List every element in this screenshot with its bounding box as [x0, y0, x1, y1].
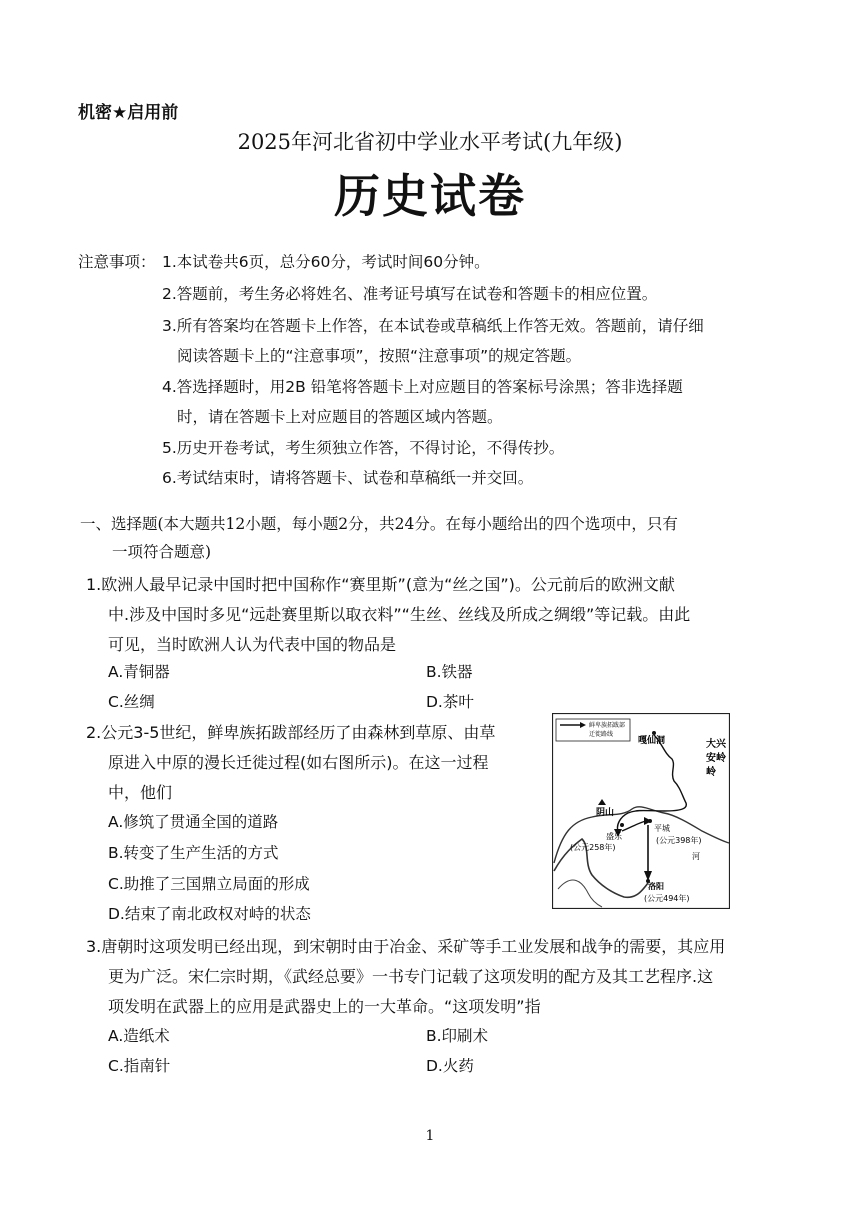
legend-text-1: 鲜卑族拓跋部 [589, 722, 626, 729]
question-2-line: 中，他们 [108, 783, 173, 802]
label-yinshan: 阴山 [596, 808, 615, 818]
notice-label: 注意事项： [78, 253, 156, 271]
question-1-option-c[interactable]: C.丝绸 [108, 693, 155, 711]
migration-map [552, 713, 730, 909]
legend-text-2: 迁徙路线 [589, 731, 614, 738]
exam-name: 2025年河北省初中学业水平考试(九年级) [237, 130, 623, 154]
notice-item: 5.历史开卷考试，考生须独立作答，不得讨论，不得传抄。 [162, 439, 565, 457]
city-marker-shengle [620, 823, 624, 827]
question-3-line: 项发明在武器上的应用是武器史上的一大革命。“这项发明”指 [108, 997, 541, 1016]
label-shengle-year: (公元258年) [570, 843, 616, 852]
paper-title: 历史试卷 [334, 169, 526, 223]
question-2-option-a[interactable]: A.修筑了贯通全国的道路 [108, 813, 279, 831]
question-2-option-d[interactable]: D.结束了南北政权对峙的状态 [108, 905, 311, 923]
label-daxing-2: 安岭 [706, 753, 726, 764]
label-pingcheng: 平城 [654, 824, 670, 833]
label-luoyang-year: (公元494年) [644, 894, 690, 903]
question-2-option-b[interactable]: B.转变了生产生活的方式 [108, 844, 279, 862]
question-2-line: 原进入中原的漫长迁徙过程(如右图所示)。在这一过程 [108, 753, 489, 772]
question-3-option-a[interactable]: A.造纸术 [108, 1027, 170, 1045]
section-heading: 一、选择题(本大题共12小题，每小题2分，共24分。在每小题给出的四个选项中，只有 [80, 515, 678, 533]
label-gaxian: 嘎仙洞 [638, 736, 666, 746]
notice-item: 时，请在答题卡上对应题目的答题区域内答题。 [177, 408, 503, 426]
question-1-option-d[interactable]: D.茶叶 [426, 693, 474, 711]
secret-mark: 机密★启用前 [78, 103, 179, 123]
page-number: 1 [425, 1128, 435, 1144]
question-1-line: 中.涉及中国时多见“远赴赛里斯以取衣料”“生丝、丝线及所成之绸缎”等记载。由此 [108, 605, 691, 624]
label-shengle: 盛乐 [606, 832, 622, 841]
city-marker-pingcheng [648, 819, 652, 823]
label-pingcheng-year: (公元398年) [656, 836, 702, 845]
notice-item: 3.所有答案均在答题卡上作答，在本试卷或草稿纸上作答无效。答题前，请仔细 [162, 317, 704, 335]
question-3-option-c[interactable]: C.指南针 [108, 1057, 171, 1075]
notice-item: 6.考试结束时，请将答题卡、试卷和草稿纸一并交回。 [162, 469, 534, 487]
section-heading-cont: 一项符合题意) [112, 543, 212, 561]
notice-item: 1.本试卷共6页，总分60分，考试时间60分钟。 [162, 253, 490, 271]
question-1-option-b[interactable]: B.铁器 [426, 663, 473, 681]
label-river: 河 [692, 852, 700, 861]
label-daxing-3: 岭 [706, 767, 716, 778]
question-2-option-c[interactable]: C.助推了三国鼎立局面的形成 [108, 875, 310, 893]
notice-item: 2.答题前，考生务必将姓名、准考证号填写在试卷和答题卡的相应位置。 [162, 285, 658, 303]
question-3-option-d[interactable]: D.火药 [426, 1057, 474, 1075]
question-1-line: 1.欧洲人最早记录中国时把中国称作“赛里斯”(意为“丝之国”)。公元前后的欧洲文献 [86, 575, 675, 594]
label-luoyang: 洛阳 [648, 882, 664, 891]
question-1-option-a[interactable]: A.青铜器 [108, 663, 170, 681]
question-1-line: 可见，当时欧洲人认为代表中国的物品是 [108, 635, 397, 654]
notice-item: 4.答选择题时，用2B 铅笔将答题卡上对应题目的答案标号涂黑；答非选择题 [162, 378, 683, 396]
city-marker-gaxian [652, 731, 656, 735]
question-3-option-b[interactable]: B.印刷术 [426, 1027, 489, 1045]
question-3-line: 3.唐朝时这项发明已经出现，到宋朝时由于冶金、采矿等手工业发展和战争的需要，其应用 [86, 937, 726, 956]
notice-item: 阅读答题卡上的“注意事项”，按照“注意事项”的规定答题。 [177, 347, 582, 365]
question-3-line: 更为广泛。宋仁宗时期，《武经总要》一书专门记载了这项发明的配方及其工艺程序.这 [108, 967, 714, 986]
question-2-line: 2.公元3-5世纪，鲜卑族拓跋部经历了由森林到草原、由草 [86, 723, 496, 742]
label-daxing-1: 大兴 [706, 739, 726, 750]
